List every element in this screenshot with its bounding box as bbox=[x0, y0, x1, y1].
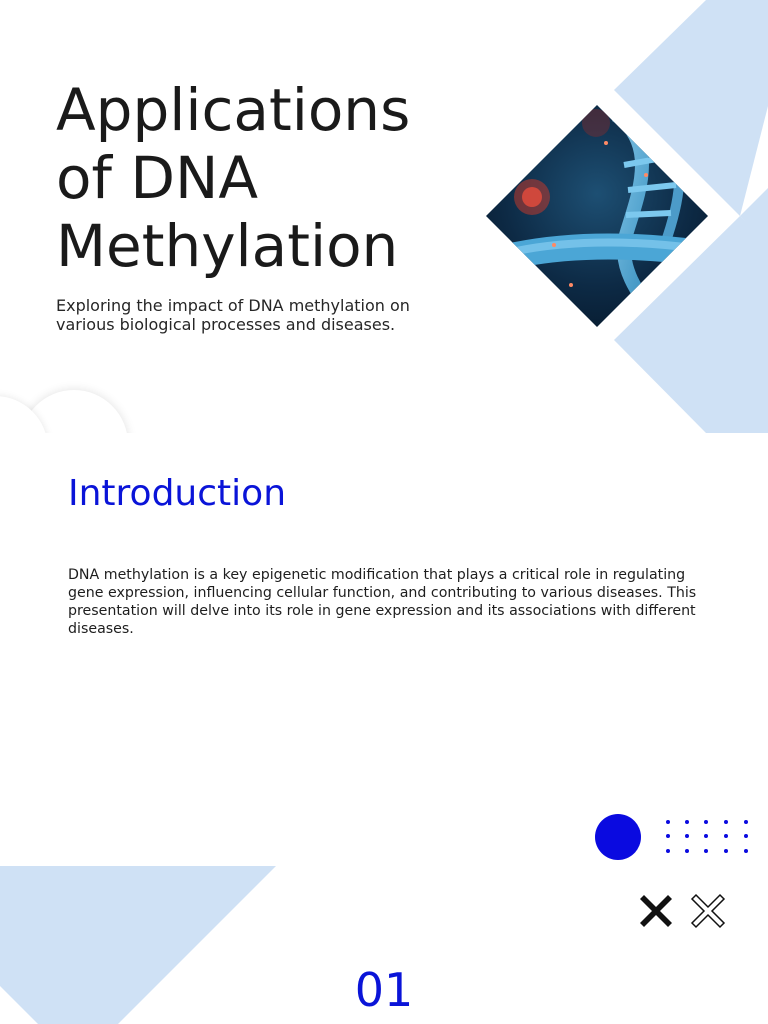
intro-heading: Introduction bbox=[68, 473, 287, 514]
deco-blue-dot bbox=[595, 814, 641, 860]
deco-dot-grid bbox=[664, 818, 754, 858]
page-number: 01 bbox=[354, 963, 414, 1017]
slide-subtitle: Exploring the impact of DNA methylation on various biological processes and diseases. bbox=[56, 296, 410, 334]
x-solid-icon bbox=[638, 893, 674, 929]
intro-body: DNA methylation is a key epigenetic modification that plays a critical role in regulating gene expression, influencing cellular function, and contributing to various diseases. This presentation will delve into its role in gene expression and its associations with different diseases. bbox=[68, 567, 697, 637]
x-outline-icon bbox=[690, 893, 726, 929]
slide-title: Applications of DNA Methylation bbox=[56, 76, 411, 280]
